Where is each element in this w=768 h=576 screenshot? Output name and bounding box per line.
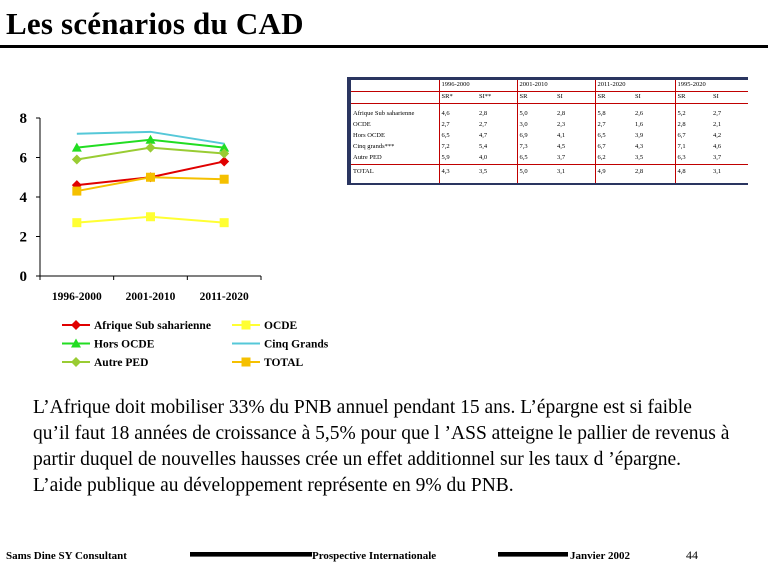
data-point — [72, 187, 81, 196]
footer-divider-right — [498, 552, 568, 557]
table-period-header: 2001-2010 — [517, 80, 595, 92]
x-tick-label: 1996-2000 — [51, 291, 102, 303]
table-cell: 7,1 — [675, 142, 711, 153]
table-cell: 2,3 — [557, 121, 566, 128]
table-cell: 5,4 — [479, 143, 488, 150]
footer-center-text: Prospective Internationale — [312, 550, 437, 562]
table-row-label: Autre PED — [353, 154, 382, 161]
y-tick-label: 0 — [19, 269, 27, 285]
footer-divider-left — [190, 552, 312, 557]
table-cell: 2,8 — [557, 110, 566, 117]
table-period-header: 1996-2000 — [439, 80, 517, 92]
scenario-table — [347, 77, 748, 185]
table-subheader: SI — [711, 92, 748, 104]
table-header-row — [351, 80, 748, 92]
table-cell: 2,7 — [595, 120, 633, 131]
legend-marker — [242, 358, 251, 367]
table-cell: 2,7 — [479, 121, 488, 128]
data-point — [146, 143, 156, 153]
table-cell: 2,8 — [633, 165, 675, 184]
slide-title: Les scénarios du CAD — [6, 6, 304, 41]
table-cell: 4,9 — [595, 165, 633, 184]
legend-label: Cinq Grands — [264, 338, 329, 351]
footer-author: Sams Dine SY Consultant — [6, 550, 127, 562]
table-corner-sub — [351, 92, 439, 104]
table-row — [351, 142, 748, 153]
table-cell: 5,8 — [595, 109, 633, 120]
title-divider — [0, 45, 768, 48]
table-cell: 4,2 — [713, 132, 722, 139]
table-subheader: SR — [517, 92, 555, 104]
table-row — [351, 165, 748, 184]
legend-marker — [242, 321, 251, 330]
table-cell: 6,5 — [517, 153, 555, 165]
table-cell: 5,0 — [517, 109, 555, 120]
table-subheader: SI — [555, 92, 595, 104]
table-cell: 6,3 — [675, 153, 711, 165]
table-cell: 2,7 — [439, 120, 477, 131]
table-cell: 2,8 — [479, 110, 488, 117]
table-subheader-row — [351, 92, 748, 104]
table-cell: 5,9 — [439, 153, 477, 165]
table-row — [351, 131, 748, 142]
table-row — [351, 153, 748, 165]
data-point — [146, 173, 155, 182]
table-cell: 2,1 — [713, 121, 722, 128]
table-cell: 3,5 — [635, 154, 644, 161]
table-cell: 4,6 — [713, 143, 722, 150]
table-cell: 4,0 — [479, 154, 488, 161]
table-row — [351, 109, 748, 120]
table-cell: 3,5 — [477, 165, 517, 184]
table-cell: 4,3 — [439, 165, 477, 184]
table-cell: 4,3 — [635, 143, 644, 150]
table-cell: 6,5 — [595, 131, 633, 142]
data-point — [220, 218, 229, 227]
legend-label: Hors OCDE — [94, 338, 155, 351]
table-subheader: SR — [675, 92, 711, 104]
table-cell: 4,5 — [557, 143, 566, 150]
legend-marker — [71, 320, 81, 330]
table-cell: 4,8 — [675, 165, 711, 184]
table-cell: 4,1 — [557, 132, 566, 139]
table-row-label: TOTAL — [351, 165, 439, 184]
table-row-label: OCDE — [353, 121, 371, 128]
table-cell: 3,7 — [713, 154, 722, 161]
growth-line-chart — [0, 100, 340, 380]
data-point — [72, 154, 82, 164]
table-cell: 6,2 — [595, 153, 633, 165]
table-subheader: SI — [633, 92, 675, 104]
slide-footer — [0, 548, 768, 570]
table-cell: 7,2 — [439, 142, 477, 153]
table-cell: 3,1 — [711, 165, 748, 184]
table-row-label: Afrique Sub saharienne — [353, 110, 415, 117]
x-tick-label: 2011-2020 — [199, 291, 249, 303]
table-period-header: 1995-2020 — [675, 80, 748, 92]
table-period-header: 2011-2020 — [595, 80, 675, 92]
y-tick-label: 8 — [19, 111, 27, 127]
table-cell: 3,1 — [555, 165, 595, 184]
data-point — [72, 218, 81, 227]
table-cell: 5,0 — [517, 165, 555, 184]
legend-label: OCDE — [264, 320, 298, 332]
table-cell: 3,9 — [635, 132, 644, 139]
y-tick-label: 6 — [19, 150, 27, 167]
slide-body-text: L’Afrique doit mobiliser 33% du PNB annuel pendant 15 ans. L’épargne est si faible qu’il faut 18 années de croissance à 5,5% pour que l ’ASS atteigne le pallier de revenus à partir duquel de nouvelles hausses crée un effet additionnel sur les taux d ’épargne. L’aide publique au développement représente en 9% du PNB. — [33, 397, 730, 496]
table-subheader: SI** — [477, 92, 517, 104]
table-corner — [351, 80, 439, 92]
x-tick-label: 2001-2010 — [125, 291, 176, 303]
table-row-label: Hors OCDE — [353, 132, 385, 139]
legend-label: Afrique Sub saharienne — [94, 320, 211, 332]
table-cell: 3,7 — [557, 154, 566, 161]
legend-label: TOTAL — [264, 357, 304, 369]
table-row-label: Cinq grands*** — [353, 143, 395, 150]
legend-marker — [71, 357, 81, 367]
table-cell: 6,7 — [675, 131, 711, 142]
table-cell: 1,6 — [635, 121, 644, 128]
data-point — [220, 175, 229, 184]
table-row — [351, 120, 748, 131]
table-cell: 4,7 — [479, 132, 488, 139]
table-cell: 6,9 — [517, 131, 555, 142]
table-cell: 6,5 — [439, 131, 477, 142]
table-subheader: SR — [595, 92, 633, 104]
table-cell: 6,7 — [595, 142, 633, 153]
page-number: 44 — [686, 548, 698, 562]
table-cell: 2,7 — [713, 110, 722, 117]
table-cell: 7,3 — [517, 142, 555, 153]
legend-label: Autre PED — [94, 357, 149, 369]
table-cell: 2,6 — [635, 110, 644, 117]
y-tick-label: 2 — [19, 229, 27, 246]
table-cell: 4,6 — [439, 109, 477, 120]
footer-date: Janvier 2002 — [570, 550, 630, 562]
table-cell: 5,2 — [675, 109, 711, 120]
data-point — [146, 212, 155, 221]
table-cell: 2,8 — [675, 120, 711, 131]
y-tick-label: 4 — [19, 190, 27, 206]
table-cell: 3,0 — [517, 120, 555, 131]
table-subheader: SR* — [439, 92, 477, 104]
